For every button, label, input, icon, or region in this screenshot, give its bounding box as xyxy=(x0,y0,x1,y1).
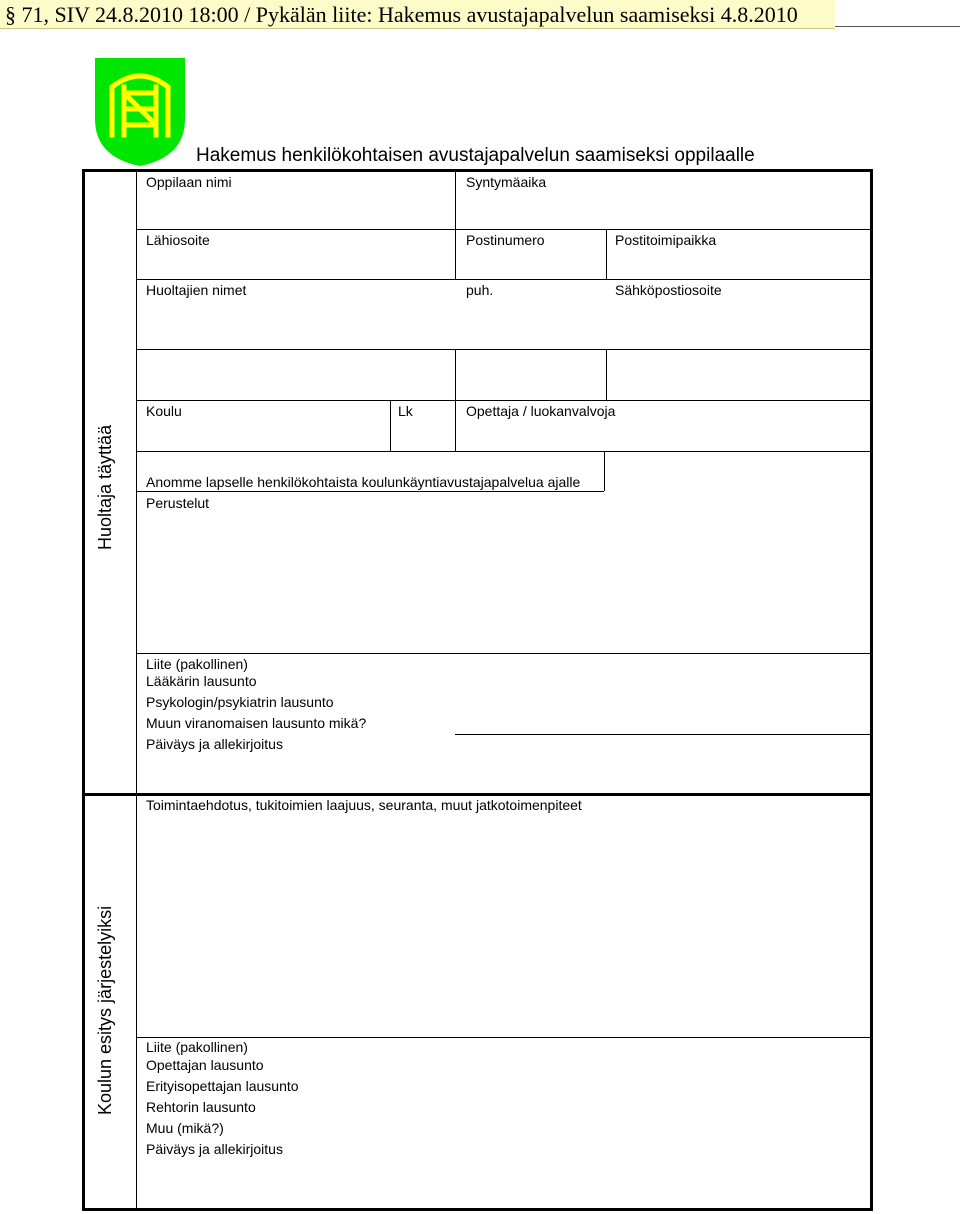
column-divider xyxy=(604,451,605,491)
school-label: Koulu xyxy=(146,403,182,419)
form-title: Hakemus henkilökohtaisen avustajapalvelun saamiseksi oppilaalle xyxy=(196,145,755,166)
postal-code-label: Postinumero xyxy=(466,232,545,248)
side-column-divider xyxy=(136,169,137,796)
grounds-label: Perustelut xyxy=(146,495,210,511)
attachment-item: Lääkärin lausunto xyxy=(146,673,257,689)
column-divider xyxy=(455,349,456,451)
attachment-required-label: Liite (pakollinen) xyxy=(146,1039,248,1055)
row-divider xyxy=(136,349,872,350)
attachment-required-label: Liite (pakollinen) xyxy=(146,656,248,672)
birthdate-label: Syntymäaika xyxy=(466,174,547,190)
side-column-divider xyxy=(136,793,137,1211)
column-divider xyxy=(390,400,391,451)
phone-label: puh. xyxy=(466,282,494,298)
guardians-label: Huoltajien nimet xyxy=(146,282,247,298)
email-label: Sähköpostiosoite xyxy=(615,282,722,298)
attachment-item: Opettajan lausunto xyxy=(146,1057,264,1073)
row-divider xyxy=(136,279,872,280)
attachment-item: Rehtorin lausunto xyxy=(146,1099,256,1115)
row-divider xyxy=(455,734,872,735)
header-rule xyxy=(835,26,960,27)
row-divider xyxy=(136,653,872,654)
proposal-label: Toimintaehdotus, tukitoimien laajuus, seuranta, muut jatkotoimenpiteet xyxy=(146,797,582,813)
column-divider xyxy=(455,169,456,279)
row-divider xyxy=(136,491,604,492)
attachment-item: Erityisopettajan lausunto xyxy=(146,1078,299,1094)
date-signature-label: Päiväys ja allekirjoitus xyxy=(146,736,283,752)
column-divider xyxy=(606,229,607,279)
attachment-item: Muu (mikä?) xyxy=(146,1120,224,1136)
student-name-label: Oppilaan nimi xyxy=(146,174,232,190)
street-address-label: Lähiosoite xyxy=(146,232,210,248)
coat-of-arms-icon xyxy=(94,57,186,167)
column-divider xyxy=(606,349,607,400)
attachment-item: Muun viranomaisen lausunto mikä? xyxy=(146,715,367,731)
attachment-item: Psykologin/psykiatrin lausunto xyxy=(146,694,334,710)
teacher-label: Opettaja / luokanvalvoja xyxy=(466,403,616,419)
grade-label: Lk xyxy=(398,403,413,419)
request-label: Anomme lapselle henkilökohtaista koulunkäyntiavustajapalvelua ajalle xyxy=(146,474,581,490)
guardian-side-label: Huoltaja täyttää xyxy=(95,424,115,550)
row-divider xyxy=(136,229,872,230)
date-signature-label: Päiväys ja allekirjoitus xyxy=(146,1141,283,1157)
row-divider xyxy=(136,400,872,401)
school-side-label: Koulun esitys järjestelyiksi xyxy=(95,905,115,1115)
row-divider xyxy=(136,1037,872,1038)
document-header: § 71, SIV 24.8.2010 18:00 / Pykälän liite: Hakemus avustajapalvelun saamiseksi 4.8.2010 xyxy=(5,2,798,27)
post-office-label: Postitoimipaikka xyxy=(615,232,717,248)
row-divider xyxy=(136,451,872,452)
